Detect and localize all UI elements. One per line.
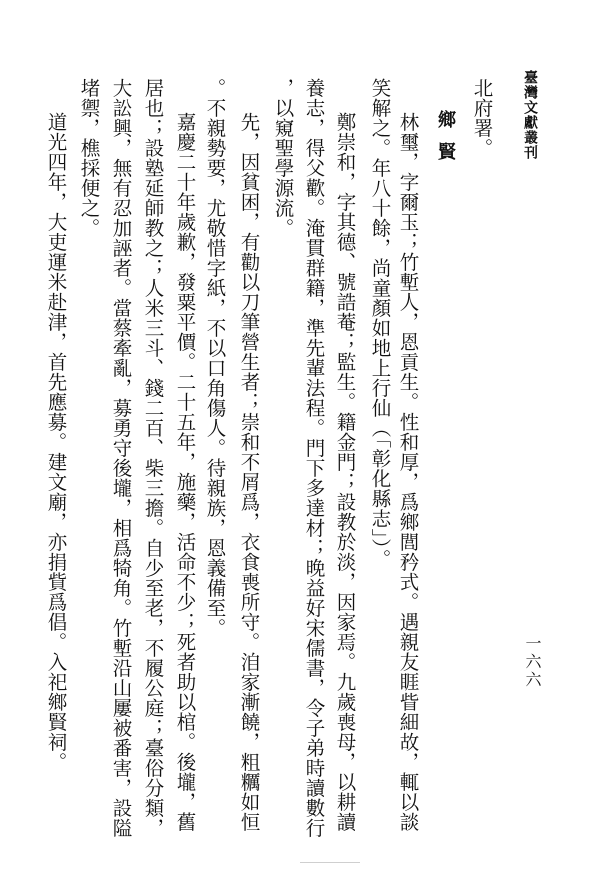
section-heading: 鄉賢 [435, 110, 456, 174]
running-title: 臺灣文獻叢刊 [522, 70, 538, 160]
text-column-12: 堵禦，樵採便之。 [77, 78, 101, 238]
text-column-6: ，以窺聖學源流。 [271, 78, 295, 238]
text-column-3: 笑解之。年八十餘，尚童顏如地上行仙（「彰化縣志」）。 [368, 78, 392, 569]
text-column-4: 鄭崇和，字其德、號誥菴；監生。籍金門；設教於淡，因家焉。九歲喪母，以耕讀 [333, 112, 357, 832]
text-column-5: 養志，得父歡。淹貫群籍，準先輩法程。門下多達材；晚益好宋儒書，令子弟時讀數行 [302, 78, 326, 838]
text-column-2: 林璽，字爾玉；竹塹人，恩貢生。性和厚，爲鄉閭矜式。遇親友睚眥細故，輒以談 [396, 112, 420, 832]
text-column-1: 北府署。 [470, 78, 494, 158]
page-number: 一六六 [523, 635, 542, 689]
text-column-8: 。不親勢要，尤敬惜字紙，不以口角傷人。待親族，恩義備至。 [203, 78, 227, 638]
bottom-scan-mark [300, 862, 360, 863]
text-column-9: 嘉慶二十年歲歉，發粟平價。二十五年，施藥，活命不少；死者助以棺。後壠，舊 [173, 112, 197, 832]
text-column-7: 先，因貧困，有勸以刀筆營生者；崇和不屑爲，衣食喪所守。洎家漸饒，粗糲如恒 [237, 112, 261, 832]
text-column-10: 居也；設塾延師教之；人米三斗、錢二百、柴三擔。自少至老，不履公庭；臺俗分類， [141, 78, 165, 838]
text-column-11: 大訟興，無有忍加誣者。當蔡牽亂，募勇守後壠，相爲犄角。竹塹沿山屢被番害，設隘 [109, 78, 133, 838]
text-column-13: 道光四年，大吏運米赴津，首先應募。建文廟，亦捐貲爲倡。入祀鄉賢祠。 [44, 112, 68, 772]
